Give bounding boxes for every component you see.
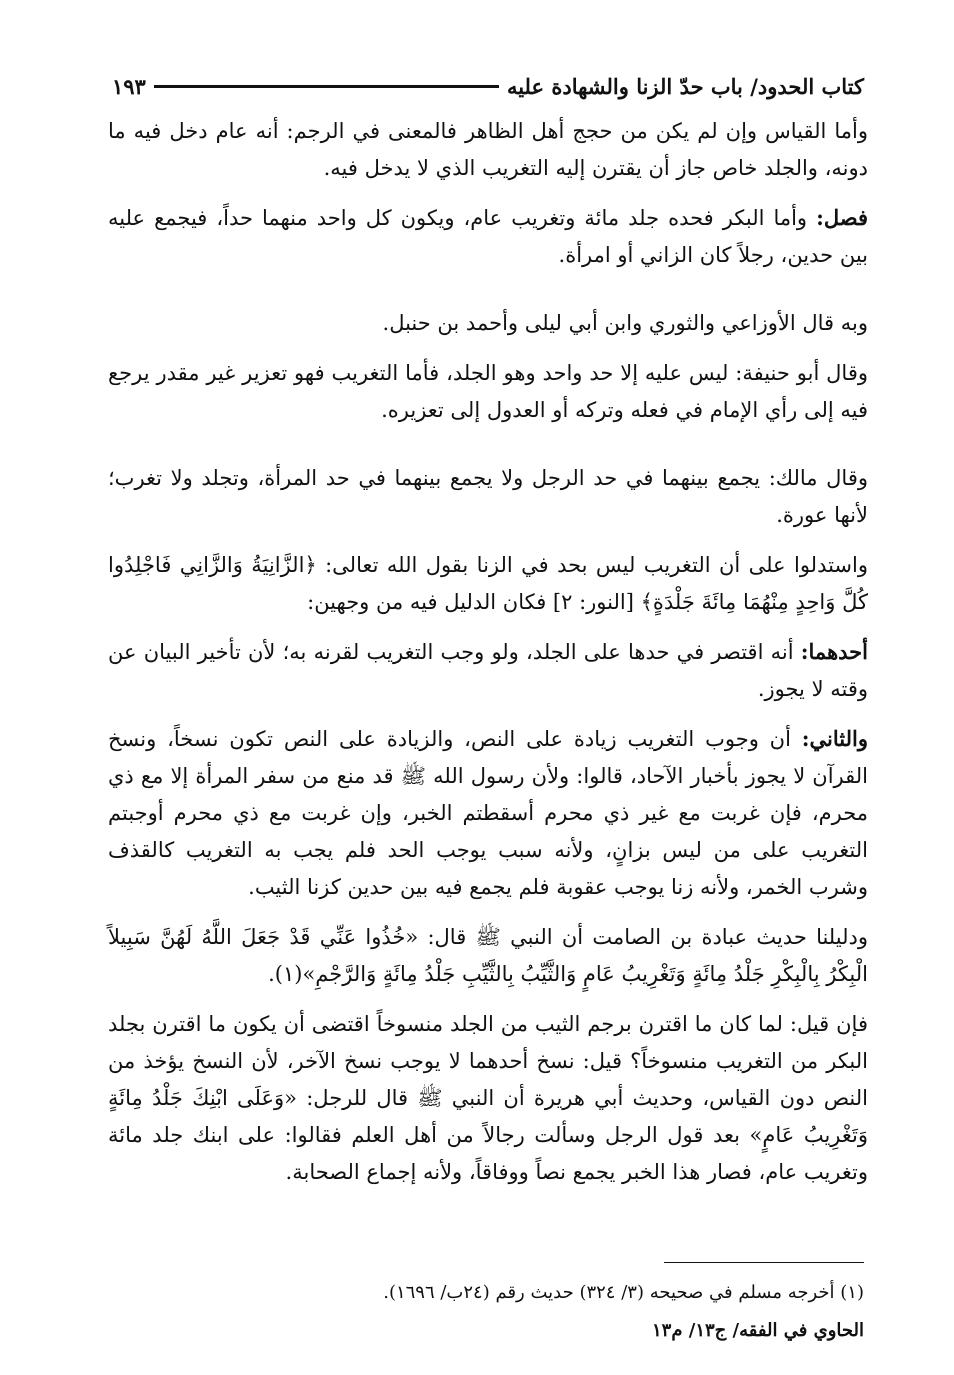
paragraph-text: واستدلوا على أن التغريب ليس بحد في الزنا بقول الله تعالى: ﴿الزَّانِيَةُ وَالزَّانِي فَاجْلِدُوا كُلَّ وَاحِدٍ مِنْهُمَا مِائَةَ جَلْدَةٍ﴾ [النور: ٢] فكان الدليل فيه من وجهين: xyxy=(108,553,868,614)
volume-signature: الحاوي في الفقه/ ج١٣/ م١٣ xyxy=(651,1320,864,1341)
paragraph-text: أن وجوب التغريب زيادة على النص، والزيادة على النص تكون نسخاً، ونسخ القرآن لا يجوز بأخبار الآحاد، قالوا: ولأن رسول الله ﷺ قد منع من سفر المرأة إلا مع ذي محرم، فإن غربت مع غير ذي محرم أسقطتم الخبر، وإن غربت مع ذي محرم أوجبتم التغريب على من ليس بزانٍ، ولأنه سبب يوجب الحد فلم يجب به التغريب كالقذف وشرب الخمر، ولأنه زنا يوجب عقوبة فلم يجمع فيه بين حدين كزنا الثيب. xyxy=(108,727,868,899)
paragraph-text: أنه اقتصر في حدها على الجلد، ولو وجب التغريب لقرنه به؛ لأن تأخير البيان عن وقته لا يجوز. xyxy=(108,640,868,701)
header-rule xyxy=(154,85,499,88)
footnote: (١) أخرجه مسلم في صحيحه (٣/ ٣٢٤) حديث رقم (٢٤ب/ ١٦٩٦). xyxy=(383,1282,864,1303)
paragraph-lead: أحدهما: xyxy=(800,639,868,664)
paragraph xyxy=(108,546,868,621)
paragraph xyxy=(108,304,868,342)
paragraph xyxy=(108,720,868,906)
paragraph-text: وبه قال الأوزاعي والثوري وابن أبي ليلى وأحمد بن حنبل. xyxy=(382,311,868,335)
footnote-divider xyxy=(664,1262,864,1263)
main-text xyxy=(108,112,868,1203)
page-number: ١٩٣ xyxy=(112,73,146,99)
paragraph xyxy=(108,1005,868,1191)
paragraph-text: وقال مالك: يجمع بينهما في حد الرجل ولا يجمع بينهما في حد المرأة، وتجلد ولا تغرب؛ لأنها عورة. xyxy=(108,466,868,527)
paragraph-text: فإن قيل: لما كان ما اقترن برجم الثيب من الجلد منسوخاً اقتضى أن يكون ما اقترن بجلد البكر من التغريب منسوخاً؟ قيل: نسخ أحدهما لا يوجب نسخ الآخر، لأن النسخ يؤخذ من النص دون القياس، وحديث أبي هريرة أن النبي ﷺ قال للرجل: «وَعَلَى ابْنِكَ جَلْدُ مِائَةٍ وَتَغْرِيبُ عَامٍ» بعد قول الرجل وسألت رجالاً من أهل العلم فقالوا: على ابنك جلد مائة وتغريب عام، فصار هذا الخبر يجمع نصاً ووفاقاً، ولأنه إجماع الصحابة. xyxy=(108,1012,868,1184)
paragraph-text: ودليلنا حديث عبادة بن الصامت أن النبي ﷺ قال: «خُذُوا عَنِّي قَدْ جَعَلَ اللَّهُ لَهُنَّ سَبِيلاً الْبِكْرُ بِالْبِكْرِ جَلْدُ مِائَةٍ وَتَغْرِيبُ عَامٍ وَالثَّيِّبُ بِالثَّيِّبِ جَلْدُ مِائَةٍ وَالرَّجْمِ»(١). xyxy=(108,925,868,986)
paragraph xyxy=(108,199,868,274)
page-header xyxy=(112,66,864,106)
paragraph-text: وقال أبو حنيفة: ليس عليه إلا حد واحد وهو الجلد، فأما التغريب فهو تعزير غير مقدر يرجع فيه إلى رأي الإمام في فعله وتركه أو العدول إلى تعزيره. xyxy=(108,361,868,422)
paragraph xyxy=(108,633,868,708)
paragraph-text: وأما القياس وإن لم يكن من حجج أهل الظاهر فالمعنى في الرجم: أنه عام دخل فيه ما دونه، والجلد خاص جاز أن يقترن إليه التغريب الذي لا يدخل فيه. xyxy=(108,119,868,180)
paragraph xyxy=(108,354,868,429)
paragraph xyxy=(108,918,868,993)
paragraph xyxy=(108,112,868,187)
paragraph-lead: والثاني: xyxy=(801,726,868,751)
paragraph xyxy=(108,459,868,534)
paragraph-text: وأما البكر فحده جلد مائة وتغريب عام، ويكون كل واحد منهما حداً، فيجمع عليه بين حدين، رجلاً كان الزاني أو امرأة. xyxy=(108,206,868,267)
running-header-title: كتاب الحدود/ باب حدّ الزنا والشهادة عليه xyxy=(506,73,864,99)
paragraph-lead: فصل: xyxy=(816,205,868,230)
